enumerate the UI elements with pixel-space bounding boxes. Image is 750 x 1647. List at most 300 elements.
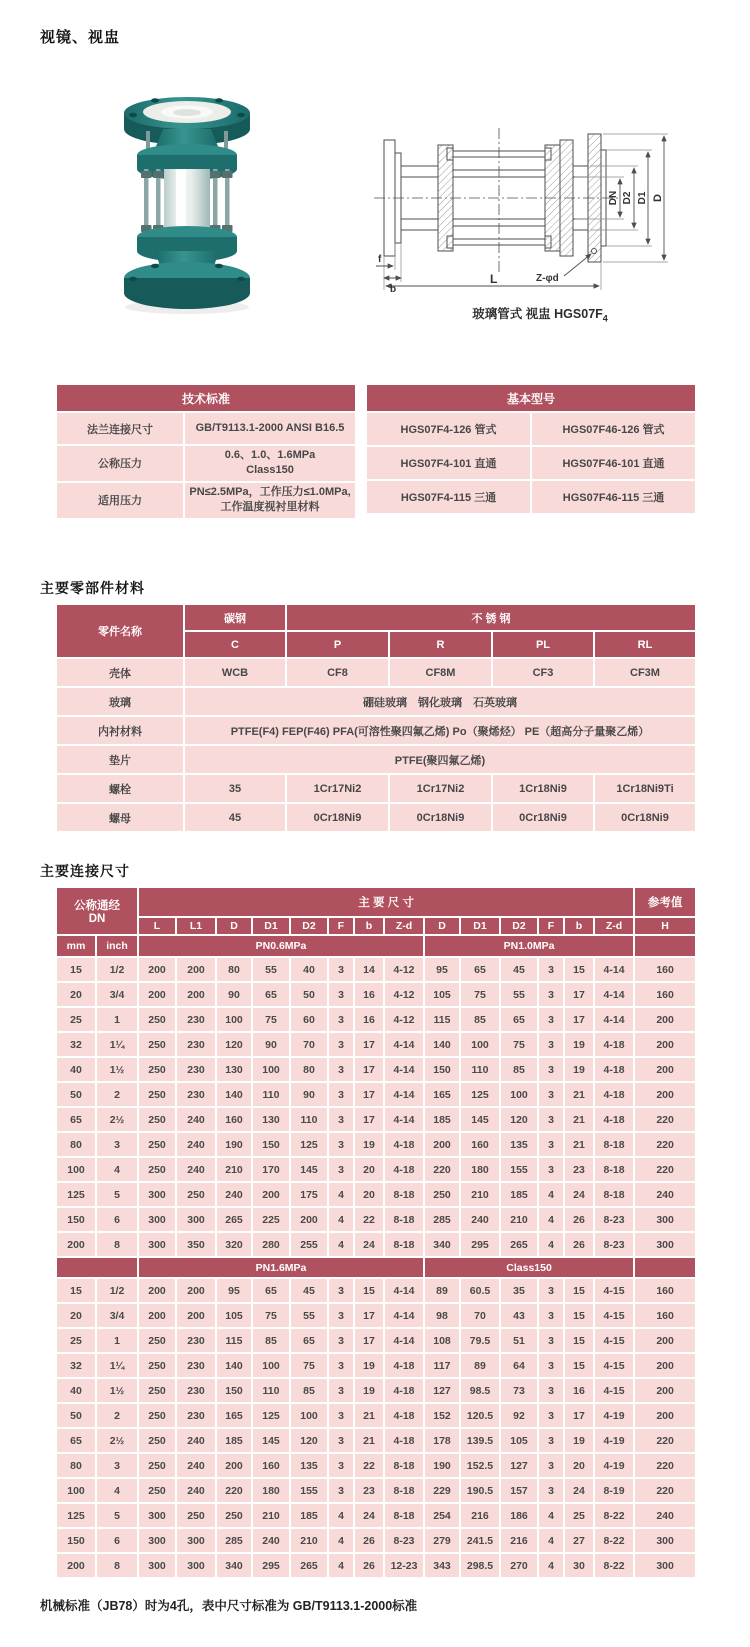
dim-cell: 229 [424,1478,460,1503]
table-row [56,1303,696,1328]
dim-col-header: D2 [500,917,538,935]
dim-cell: 25 [564,1503,594,1528]
model-cell: HGS07F46-126 管式 [531,412,696,446]
material-grade-header: P [286,631,389,658]
dim-label-d: D [652,194,664,202]
dim-cell: 15 [56,1278,96,1303]
dim-cell: 4-14 [594,1007,634,1032]
dim-cell: 3 [538,1453,564,1478]
dim-cell: 75 [290,1353,328,1378]
dim-label-dn: DN [608,190,619,206]
dim-cell: 3 [328,1157,354,1182]
dim-cell: 230 [176,1328,216,1353]
table-row [56,1403,696,1428]
dim-cell: 285 [216,1528,252,1553]
dim-cell: 250 [138,1478,176,1503]
dim-cell: 125 [56,1182,96,1207]
dim-cell: 85 [460,1007,500,1032]
material-cell: 1Cr17Ni2 [389,774,492,803]
table-row [56,1082,696,1107]
dim-cell: 75 [252,1303,290,1328]
table-row [56,445,356,482]
dim-cell: 19 [564,1032,594,1057]
dim-col-header: H [634,917,696,935]
table-row [56,1057,696,1082]
dim-cell: 250 [138,1157,176,1182]
dim-cell: 3 [328,1453,354,1478]
dim-cell: 17 [354,1328,384,1353]
dim-cell: 4-14 [384,1032,424,1057]
table-row [366,480,696,514]
dim-cell: 300 [634,1528,696,1553]
dim-cell: 8 [96,1553,138,1578]
table-row [56,1478,696,1503]
dim-cell: 200 [138,1303,176,1328]
row-label: 垫片 [56,745,184,774]
dim-cell: 130 [216,1057,252,1082]
table-row [56,1257,696,1278]
dim-cell: 250 [176,1182,216,1207]
dim-cell: 5 [96,1503,138,1528]
dim-cell: 130 [252,1107,290,1132]
dim-cell: 254 [424,1503,460,1528]
dim-cell: 152.5 [460,1453,500,1478]
dim-cell: 300 [634,1207,696,1232]
dim-cell: 79.5 [460,1328,500,1353]
dim-cell: 210 [290,1528,328,1553]
dim-cell: 17 [354,1082,384,1107]
dim-col-header: D2 [290,917,328,935]
dim-cell: 240 [176,1478,216,1503]
dim-cell: 4-18 [384,1403,424,1428]
dim-col-header: F [538,917,564,935]
dim-cell: 90 [216,982,252,1007]
dim-label-f: f [378,254,382,265]
dim-cell: 185 [290,1503,328,1528]
dim-col-header: L [138,917,176,935]
dim-cell: 125 [290,1132,328,1157]
dim-cell: 3 [538,1428,564,1453]
dim-cell: 26 [564,1207,594,1232]
dim-cell: 4-19 [594,1403,634,1428]
dim-cell: 250 [424,1182,460,1207]
dim-cell: 65 [252,1278,290,1303]
dim-cell: 270 [500,1553,538,1578]
dim-cell: 250 [138,1353,176,1378]
dim-cell: 110 [252,1378,290,1403]
dim-cell: 241.5 [460,1528,500,1553]
dim-cell: 300 [176,1207,216,1232]
dim-cell: 19 [354,1378,384,1403]
page-title: 视镜、视盅 [40,29,121,46]
table-row [56,774,696,803]
table-row [56,1107,696,1132]
dim-cell: 115 [424,1007,460,1032]
dim-cell: 8-22 [594,1553,634,1578]
dim-cell: 100 [56,1157,96,1182]
dim-cell: 230 [176,1007,216,1032]
dim-cell: 21 [564,1082,594,1107]
dim-cell: 19 [564,1428,594,1453]
section-title-dimensions: 主要连接尺寸 [40,863,130,879]
dim-cell: 8-18 [594,1157,634,1182]
dim-cell: 4-18 [594,1032,634,1057]
dim-cell: 24 [354,1503,384,1528]
dim-col-header: b [354,917,384,935]
dim-cell: 300 [176,1553,216,1578]
tech-table-title: 技术标准 [56,384,356,412]
dim-cell: 1½ [96,1378,138,1403]
dim-cell: 240 [634,1503,696,1528]
dim-cell: 220 [634,1453,696,1478]
table-header-row [56,887,696,917]
dim-cell: 15 [56,957,96,982]
dim-cell: 3 [328,1328,354,1353]
dim-cell: 24 [564,1182,594,1207]
material-grade-header: PL [492,631,594,658]
dim-cell: 115 [216,1328,252,1353]
dim-cell: 3 [538,1107,564,1132]
dim-cell: 210 [216,1157,252,1182]
materials-name-header: 零件名称 [56,604,184,658]
empty-header-cell [634,1257,696,1278]
dim-cell: 85 [290,1378,328,1403]
dim-cell: 3 [538,1032,564,1057]
dim-cell: 186 [500,1503,538,1528]
dim-cell: 300 [138,1232,176,1257]
dim-cell: 4-15 [594,1278,634,1303]
dim-cell: 240 [634,1182,696,1207]
dim-cell: 340 [424,1232,460,1257]
row-label: 玻璃 [56,687,184,716]
dim-cell: 25 [56,1007,96,1032]
dim-cell: 4-12 [384,957,424,982]
dim-cell: 22 [354,1453,384,1478]
dim-cell: 279 [424,1528,460,1553]
dim-cell: 65 [460,957,500,982]
dim-cell: 160 [460,1132,500,1157]
dim-cell: 120 [500,1107,538,1132]
dim-cell: 160 [252,1453,290,1478]
dim-cell: 4 [328,1503,354,1528]
dim-cell: 200 [176,1303,216,1328]
dim-cell: 50 [56,1403,96,1428]
dim-cell: 160 [634,1278,696,1303]
dim-cell: 2 [96,1082,138,1107]
caption-subscript: 4 [602,313,608,324]
dim-cell: 230 [176,1353,216,1378]
material-cell: 35 [184,774,286,803]
main-dims-header: 主 要 尺 寸 [138,887,634,917]
dim-cell: 250 [138,1032,176,1057]
model-table-title: 基本型号 [366,384,696,412]
dim-cell: 120 [216,1032,252,1057]
tech-standards-table [55,383,357,520]
product-photo [100,85,275,320]
dim-cell: 157 [500,1478,538,1503]
dim-cell: 80 [56,1132,96,1157]
dim-cell: 200 [176,957,216,982]
dim-cell: 3 [328,1303,354,1328]
dim-cell: 6 [96,1207,138,1232]
dim-cell: 110 [252,1082,290,1107]
dim-cell: 200 [634,1082,696,1107]
dim-cell: 4 [328,1553,354,1578]
dim-cell: 200 [138,957,176,982]
dim-cell: 17 [354,1057,384,1082]
table-row [56,957,696,982]
dim-cell: 8-23 [384,1528,424,1553]
model-cell: HGS07F46-101 直通 [531,446,696,480]
dim-cell: 55 [500,982,538,1007]
dim-cell: 4-14 [384,1107,424,1132]
dim-cell: 23 [354,1478,384,1503]
material-cell: CF8 [286,658,389,687]
dim-cell: 200 [634,1032,696,1057]
dim-cell: 4-18 [384,1428,424,1453]
dim-cell: 4-18 [384,1132,424,1157]
dim-cell: 250 [138,1007,176,1032]
dim-cell: 150 [56,1207,96,1232]
dim-cell: 250 [138,1328,176,1353]
dim-cell: 65 [290,1328,328,1353]
material-span-cell: 硼硅玻璃 钢化玻璃 石英玻璃 [184,687,696,716]
dim-cell: 4 [538,1553,564,1578]
dim-cell: 8-18 [594,1182,634,1207]
dim-cell: 85 [500,1057,538,1082]
dim-cell: 200 [424,1132,460,1157]
table-row [56,1232,696,1257]
dim-cell: 50 [56,1082,96,1107]
dim-cell: 15 [354,1278,384,1303]
dim-cell: 135 [290,1453,328,1478]
dim-cell: 200 [138,1278,176,1303]
dimensions-table [55,886,697,1579]
material-grade-header: R [389,631,492,658]
materials-table [55,603,697,833]
dim-cell: 15 [564,1353,594,1378]
dim-cell: 190.5 [460,1478,500,1503]
row-label: 适用压力 [56,482,184,519]
dim-cell: 70 [460,1303,500,1328]
dim-cell: 100 [460,1032,500,1057]
dim-cell: 4-18 [594,1107,634,1132]
dim-cell: 4-15 [594,1303,634,1328]
carbon-steel-header: 碳钢 [184,604,286,631]
dim-cell: 3 [538,1278,564,1303]
caption-text: 玻璃管式 视盅 HGS07F [472,307,603,321]
dim-cell: 15 [564,1303,594,1328]
dim-cell: 100 [56,1478,96,1503]
dim-cell: 3 [538,982,564,1007]
dim-cell: 15 [564,1278,594,1303]
value-line: 0.6、1.0、1.6MPa [224,449,316,461]
dim-cell: 4-14 [384,1303,424,1328]
dim-cell: 3 [328,1107,354,1132]
pressure-band: PN1.6MPa [138,1257,424,1278]
dim-cell: 4-14 [594,957,634,982]
table-row [56,745,696,774]
dim-cell: 4-18 [594,1057,634,1082]
dim-cell: 140 [216,1082,252,1107]
dim-cell: 2½ [96,1107,138,1132]
dim-cell: 125 [252,1403,290,1428]
dim-col-header: D [216,917,252,935]
dim-cell: 98 [424,1303,460,1328]
dim-cell: 250 [138,1082,176,1107]
dim-cell: 4 [328,1528,354,1553]
dim-cell: 200 [138,982,176,1007]
dim-cell: 20 [354,1182,384,1207]
dim-cell: 240 [176,1132,216,1157]
dim-cell: 12-23 [384,1553,424,1578]
dim-cell: 145 [290,1157,328,1182]
material-cell: CF3M [594,658,696,687]
dim-cell: 250 [138,1453,176,1478]
dim-cell: 1 [96,1007,138,1032]
material-span-cell: PTFE(聚四氟乙烯) [184,745,696,774]
dim-cell: 200 [56,1232,96,1257]
dim-cell: 4-15 [594,1353,634,1378]
value-line: Class150 [246,464,294,477]
dim-cell: 51 [500,1328,538,1353]
dim-cell: 19 [354,1353,384,1378]
dim-cell: 160 [216,1107,252,1132]
dim-cell: 200 [216,1453,252,1478]
dim-col-header: Z-d [384,917,424,935]
dim-cell: 165 [424,1082,460,1107]
dim-cell: 92 [500,1403,538,1428]
dim-cell: 190 [424,1453,460,1478]
table-header-row [56,604,696,631]
dim-cell: 250 [138,1107,176,1132]
bottom-flange [124,262,250,309]
dim-cell: 75 [500,1032,538,1057]
table-header-row [56,384,356,412]
dim-cell: 20 [354,1157,384,1182]
dim-cell: 3 [538,1478,564,1503]
dim-cell: 17 [564,982,594,1007]
dim-cell: 4 [96,1478,138,1503]
dim-cell: 3/4 [96,1303,138,1328]
dim-cell: 225 [252,1207,290,1232]
dim-cell: 150 [216,1378,252,1403]
dim-cell: 200 [634,1353,696,1378]
dim-cell: 8-19 [594,1478,634,1503]
dim-cell: 185 [424,1107,460,1132]
table-row [56,412,356,445]
dim-cell: 45 [290,1278,328,1303]
unit-inch-header: inch [96,935,138,957]
table-header-row [366,384,696,412]
dim-col-header: D [424,917,460,935]
dim-cell: 22 [354,1207,384,1232]
dim-cell: 3 [328,1403,354,1428]
material-grade-header: RL [594,631,696,658]
dim-cell: 100 [216,1007,252,1032]
table-row [56,1182,696,1207]
dim-cell: 95 [424,957,460,982]
dim-label-zd: Z-φd [536,273,559,284]
section-title-materials: 主要零部件材料 [40,580,145,596]
dim-cell: 240 [176,1157,216,1182]
dim-col-header: D1 [252,917,290,935]
dim-cell: 8-18 [594,1132,634,1157]
dim-cell: 240 [176,1107,216,1132]
dim-cell: 35 [500,1278,538,1303]
dim-cell: 155 [500,1157,538,1182]
dim-cell: 105 [424,982,460,1007]
dim-cell: 19 [354,1132,384,1157]
material-span-cell: PTFE(F4) FEP(F46) PFA(可溶性聚四氟乙烯) Po（聚烯烃） PE（超高分子量聚乙烯） [184,716,696,745]
dim-cell: 220 [634,1428,696,1453]
dim-label-d2: D2 [622,191,633,205]
dim-cell: 1½ [96,1057,138,1082]
dim-cell: 300 [138,1528,176,1553]
dn-header-text: 公称通经 [74,900,120,912]
dim-cell: 3 [96,1132,138,1157]
dim-cell: 1¼ [96,1353,138,1378]
dim-cell: 139.5 [460,1428,500,1453]
dim-cell: 140 [216,1353,252,1378]
table-row [56,687,696,716]
table-row [56,1278,696,1303]
dim-cell: 4-19 [594,1453,634,1478]
dim-cell: 20 [564,1453,594,1478]
dim-cell: 110 [290,1107,328,1132]
dim-cell: 230 [176,1032,216,1057]
dim-cell: 4-18 [384,1157,424,1182]
dim-cell: 250 [138,1403,176,1428]
dim-cell: 250 [138,1378,176,1403]
table-row [56,803,696,832]
table-row [56,658,696,687]
value-line: PN≤2.5MPa，工作压力≤1.0MPa, [189,485,351,498]
dim-cell: 240 [460,1207,500,1232]
dim-cell: 250 [216,1503,252,1528]
material-cell: WCB [184,658,286,687]
dim-cell: 17 [564,1403,594,1428]
dim-cell: 152 [424,1403,460,1428]
dim-cell: 21 [564,1107,594,1132]
dim-cell: 200 [56,1553,96,1578]
dim-cell: 200 [176,982,216,1007]
dim-cell: 14 [354,957,384,982]
dim-cell: 230 [176,1378,216,1403]
dim-cell: 145 [460,1107,500,1132]
dim-cell: 240 [216,1182,252,1207]
material-cell: 0Cr18Ni9 [492,803,594,832]
dim-cell: 55 [252,957,290,982]
dim-cell: 210 [460,1182,500,1207]
dim-cell: 16 [354,982,384,1007]
dim-cell: 160 [634,982,696,1007]
dim-cell: 295 [460,1232,500,1257]
dim-cell: 4-14 [384,1057,424,1082]
dim-cell: 43 [500,1303,538,1328]
material-cell: 1Cr17Ni2 [286,774,389,803]
dim-cell: 240 [176,1453,216,1478]
table-row [56,1528,696,1553]
dim-cell: 8-18 [384,1503,424,1528]
dim-cell: 200 [634,1403,696,1428]
dim-cell: 200 [252,1182,290,1207]
dim-cell: 3 [538,1132,564,1157]
table-header-row [56,917,696,935]
dim-cell: 4 [328,1182,354,1207]
dim-cell: 3 [328,1278,354,1303]
dim-cell: 250 [176,1503,216,1528]
